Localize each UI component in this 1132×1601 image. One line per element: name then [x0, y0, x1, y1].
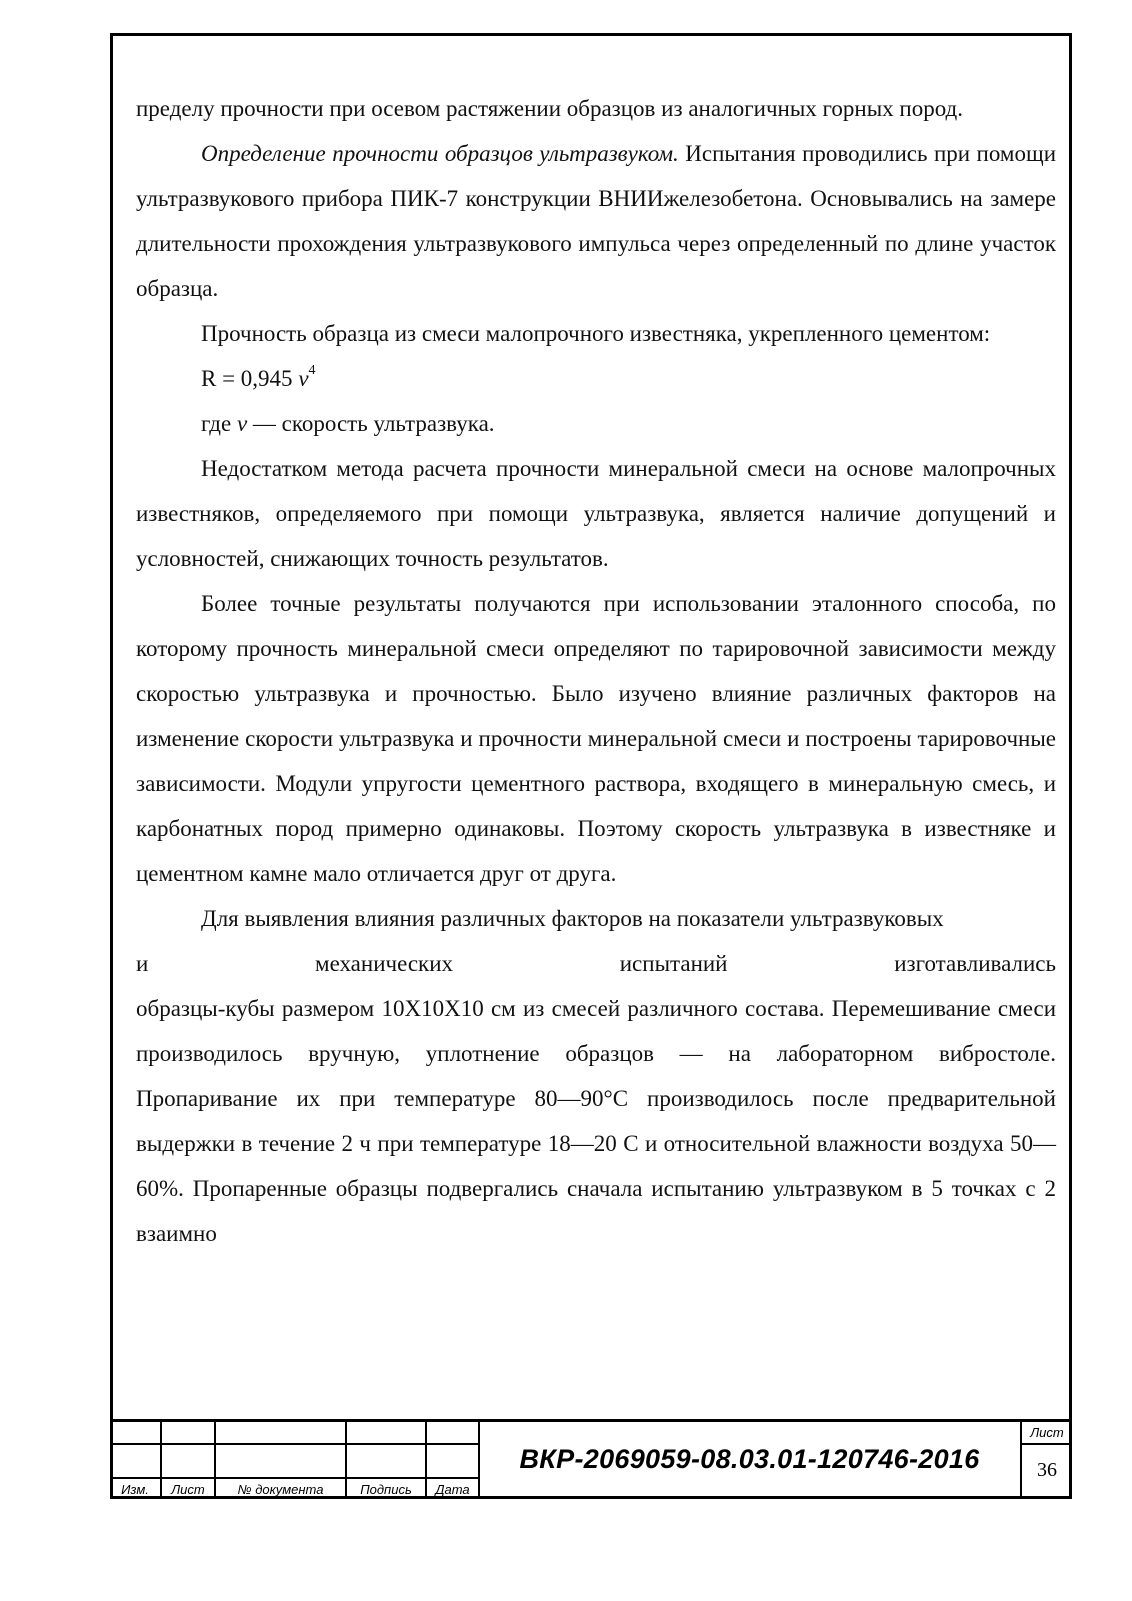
paragraph-6-rest: образцы-кубы размером 10Х10Х10 см из смесей различного состава. Перемешивание смеси производилось вручную, уплотнение образцов — на лабораторном вибростоле. Пропаривание их при температуре 80—90°С производилось после предварительной выдержки в течение 2 ч при температуре 18—20 С и относительной влажности воздуха 50—60%. Пропаренные образцы подвергались сначала испытанию ультразвуком в 5 точках с 2 взаимно — [136, 996, 1056, 1246]
formula-variable: v — [298, 366, 309, 391]
paragraph-6-line-2 — [136, 941, 1056, 986]
col-doc-label: № документа — [237, 1481, 324, 1497]
col-izm-label: Изм. — [121, 1481, 149, 1497]
title-block — [110, 1419, 1072, 1499]
paragraph-2 — [136, 131, 1056, 311]
sheet-number: 36 — [1037, 1458, 1057, 1481]
paragraph-6-line-1: Для выявления влияния различных факторов на показатели ультразвуковых — [201, 906, 944, 931]
word: и — [136, 951, 149, 976]
formula — [136, 356, 1056, 401]
col-list-label: Лист — [171, 1481, 205, 1497]
sheet-label: Лист — [1030, 1424, 1064, 1440]
legend-suffix: — скорость ультразвука. — [247, 411, 495, 436]
paragraph-4: Недостатком метода расчета прочности минеральной смеси на основе малопрочных известняков, определяемого при помощи ультразвука, является наличие допущений и условностей, снижающих точность результатов. — [136, 456, 1056, 571]
title-block-top-border — [110, 1419, 1072, 1422]
word: изготавливались — [894, 951, 1056, 976]
legend-variable: v — [236, 411, 248, 436]
document-body — [136, 86, 1056, 1256]
legend-prefix: где — [201, 411, 237, 436]
paragraph-2-text: Испытания проводились при помощи ультразвукового прибора ПИК-7 конструкции ВНИИжелезобетона. Основывались на замере длительности прохождения ультразвукового импульса через определенный по длине участок образца. — [136, 141, 1056, 301]
paragraph-3: Прочность образца из смеси малопрочного известняка, укрепленного цементом: — [201, 321, 991, 346]
grid-line — [110, 1443, 479, 1445]
word: испытаний — [619, 951, 728, 976]
formula-legend — [136, 401, 1056, 446]
paragraph-1: пределу прочности при осевом растяжении образцов из аналогичных горных пород. — [136, 96, 964, 121]
col-date-label: Дата — [435, 1481, 470, 1497]
section-heading: Определение прочности образцов ультразвуком. — [201, 141, 679, 166]
document-code: ВКР-2069059-08.03.01-120746-2016 — [519, 1443, 980, 1474]
word: механических — [315, 951, 454, 976]
paragraph-5: Более точные результаты получаются при использовании эталонного способа, по которому прочность минеральной смеси определяют по тарировочной зависимости между скоростью ультразвука и прочностью. Было изучено влияние различных факторов на изменение скорости ультразвука и прочности минеральной смеси и построены тарировочные зависимости. Модули упругости цементного раствора, входящего в минеральную смесь, и карбонатных пород примерно одинаковы. Поэтому скорость ультразвука в известняке и цементном камне мало отличается друг от друга. — [136, 591, 1056, 886]
grid-line — [478, 1419, 480, 1499]
col-sign-label: Подпись — [360, 1481, 412, 1497]
formula-prefix: R = 0,945 — [201, 366, 299, 391]
formula-exponent: 4 — [308, 363, 316, 378]
